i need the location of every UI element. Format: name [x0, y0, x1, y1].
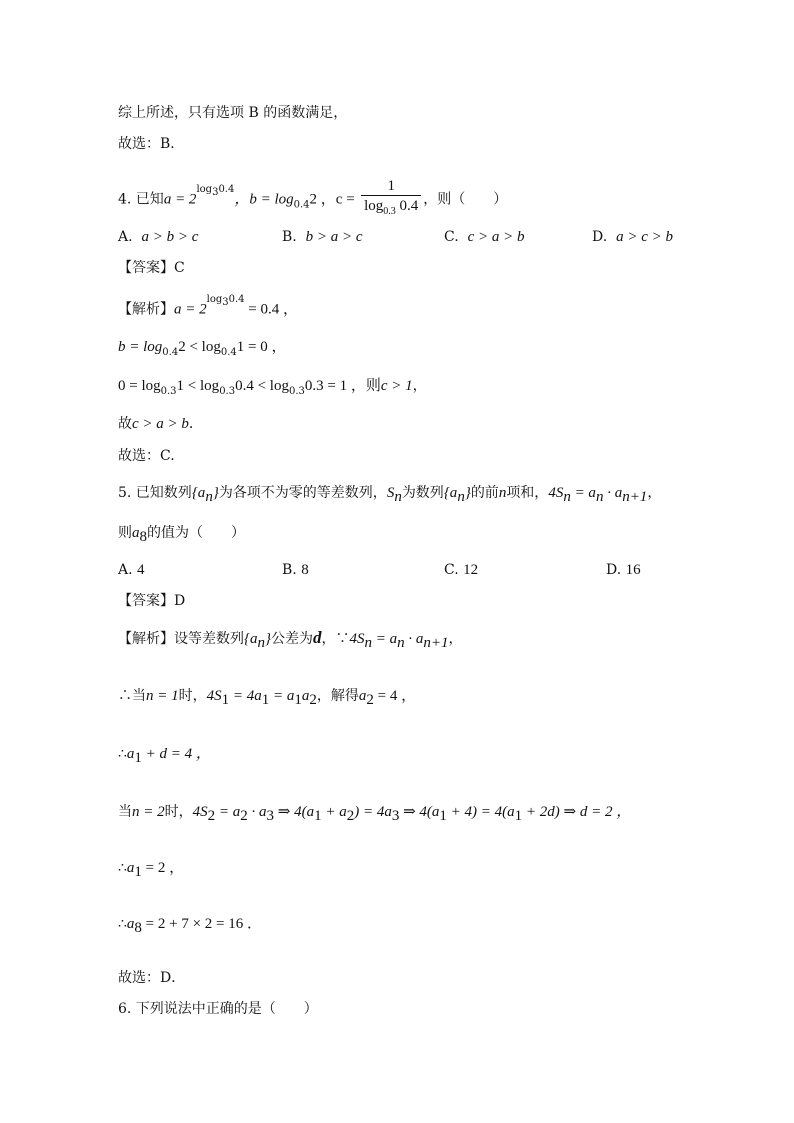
sol4-3-b: 1 < log	[176, 378, 220, 394]
option-text: 4	[137, 562, 145, 578]
q5-line2-b-sub: 8	[139, 528, 147, 545]
q5-e: 为数列	[401, 485, 444, 501]
q5-option-a	[118, 560, 145, 580]
q4-b-tail: 2 ，c =	[309, 191, 355, 208]
sol4-1-exp-sub: 3	[222, 297, 229, 308]
option-label: B.	[282, 562, 297, 578]
sol4-3-c: 0.4 < log	[235, 378, 289, 394]
option-label: A.	[118, 562, 133, 578]
sol5-4-i-sub: 3	[391, 807, 400, 824]
sol4-3-sub1: 0.3	[160, 385, 177, 397]
sol5-1-g: = a	[372, 631, 398, 647]
q4-solution-choice: 故选：C.	[118, 448, 175, 464]
question-6: 6. 下列说法中正确的是（ ）	[118, 1001, 318, 1017]
sol4-2-mid: 2 < log	[178, 339, 221, 355]
sol5-1-f: 4S	[349, 631, 365, 647]
q4-solution-1	[118, 296, 298, 320]
sol4-1-tail: = 0.4 ，	[244, 301, 298, 318]
q4-option-a	[118, 227, 198, 247]
sol5-4-j: ⇒ 4(a	[399, 804, 440, 820]
q4-solution-3	[118, 376, 427, 402]
sol5-4-k: + 4) = 4(a	[446, 804, 515, 820]
sol5-4-j-sub: 1	[439, 807, 447, 824]
q5-line2-a: 则	[118, 525, 132, 541]
q4-a-exp: log	[196, 183, 213, 195]
sol5-3-b-sub: 1	[134, 749, 142, 766]
sol5-2-f: = a	[269, 688, 295, 704]
sol4-3-sub2: 0.3	[219, 385, 236, 397]
sol5-2-i: a	[358, 688, 367, 704]
q5-line2-c: 的值为（ ）	[147, 525, 245, 541]
sol5-2-h: ，解得	[316, 688, 359, 704]
q5-line2-b: a	[132, 525, 140, 541]
q5-b-tail: }	[212, 485, 219, 501]
sol5-1-d: d	[313, 628, 322, 647]
sol4-3-e: c > 1	[380, 378, 413, 394]
sol5-6-c: = 2 + 7 × 2 = 16 ．	[141, 916, 263, 932]
sol5-6-b: a	[126, 916, 135, 932]
q5-g: 的前	[470, 485, 499, 501]
sol5-1-h: · a	[404, 631, 424, 647]
sol5-4-i: ) = 4a	[354, 804, 392, 820]
sol5-2-c: 时，	[178, 688, 207, 704]
q5-l: · a	[603, 485, 623, 501]
q5-k-sub: n	[595, 488, 604, 505]
question-5-line-2	[118, 523, 245, 547]
q5-solution-5	[118, 858, 184, 882]
question-4	[118, 177, 507, 222]
sol5-4-e-sub: 2	[240, 807, 248, 824]
sol5-2-d-sub: 1	[221, 691, 230, 708]
sol5-1-c: 公差为	[271, 631, 313, 647]
q5-option-d	[606, 560, 641, 580]
sol5-1-a: 【解析】设等差数列	[118, 631, 244, 647]
sol5-2-b: n = 1	[146, 688, 179, 704]
sol5-3-c: + d = 4 ，	[141, 746, 211, 762]
sol5-4-k-sub: 1	[514, 807, 523, 824]
q4-solution-2	[118, 337, 286, 363]
sol4-4-a: 故	[118, 416, 132, 432]
q5-solution-4	[118, 802, 631, 826]
sol5-5-b-sub: 1	[134, 863, 142, 880]
question-5-line-1	[118, 483, 661, 507]
sol5-6-b-sub: 8	[134, 919, 142, 936]
q5-solution-choice: 故选：D．	[118, 970, 186, 986]
q5-f-sub: n	[457, 488, 465, 505]
sol5-4-d: 4S	[192, 804, 208, 820]
sol5-1-i: ，	[448, 631, 463, 647]
sol5-2-g-sub: 2	[309, 691, 317, 708]
summary-line: 综上所述，只有选项 B 的函数满足，	[118, 105, 348, 121]
sol5-2-f-sub: 1	[294, 691, 302, 708]
sol5-2-e-sub: 1	[261, 691, 270, 708]
sol5-4-g: ⇒ 4(a	[274, 804, 315, 820]
q5-option-b	[282, 560, 309, 580]
sol4-1-expr: a = 2	[174, 301, 207, 318]
q4-a-exp-sub: 3	[212, 186, 219, 198]
q4-b-sub: 0.4	[293, 199, 310, 211]
sol5-5-a: ∴	[118, 860, 127, 876]
sol4-3-a: 0 = log	[118, 378, 161, 394]
option-text: a > c > b	[616, 229, 673, 245]
q5-j-sub: n	[563, 488, 571, 505]
q5-i: 项和，	[506, 485, 549, 501]
sol4-2-tail: 1 = 0 ，	[236, 339, 287, 355]
sol5-2-g: a	[301, 688, 310, 704]
option-text: 12	[463, 562, 479, 578]
sol5-1-b-tail: }	[265, 631, 271, 647]
sol5-1-b-sub: n	[257, 634, 265, 651]
q4-a-exp-tail: 0.4	[218, 183, 235, 195]
q5-solution-2	[118, 686, 416, 710]
q4-c-fraction	[361, 177, 421, 222]
sol5-2-e: = 4a	[229, 688, 262, 704]
q5-c: 为各项不为零的等差数列，	[218, 485, 387, 501]
q4-c-numerator: 1	[361, 177, 421, 196]
sol5-1-g-sub: n	[397, 634, 405, 651]
option-text: b > a > c	[305, 229, 363, 245]
q4-c-denominator	[361, 196, 421, 222]
sol5-4-c: 时，	[164, 804, 193, 820]
sol5-1-b: {a	[244, 631, 258, 647]
answer-choice-line: 故选：B．	[118, 136, 185, 152]
q4-c-den-log: log	[364, 198, 384, 214]
sol5-4-l: + 2d) ⇒ d = 2 ，	[522, 804, 632, 820]
q5-m: ，	[647, 485, 662, 501]
sol4-1-exp: log	[206, 294, 223, 305]
sol4-1-exp-tail: 0.4	[228, 294, 245, 305]
q4-b: ，b = log	[234, 191, 294, 208]
q4-a: a = 2	[163, 191, 197, 208]
q5-b-sub: n	[205, 488, 213, 505]
sol4-2-sub2: 0.4	[220, 346, 237, 358]
q4-c-den-sub: 0.3	[383, 206, 396, 217]
q5-f-tail: }	[464, 485, 471, 501]
option-label: B.	[282, 229, 297, 245]
option-text: a > b > c	[141, 229, 199, 245]
q5-l-sub: n+1	[622, 488, 648, 505]
option-label: D.	[606, 562, 622, 578]
sol5-4-g-sub: 1	[314, 807, 322, 824]
q4-prefix: 4. 已知	[118, 191, 164, 208]
q5-f: {a	[443, 485, 458, 501]
q5-d-sub: n	[394, 488, 402, 505]
sol5-2-i-sub: 2	[366, 691, 374, 708]
sol5-3-b: a	[126, 746, 135, 762]
q5-h: n	[498, 485, 507, 501]
q4-tail: ，则（ ）	[423, 191, 508, 208]
option-label: D.	[592, 229, 608, 245]
sol4-3-d: 0.3 = 1 ，则	[304, 378, 381, 394]
sol5-2-j: = 4 ，	[373, 688, 417, 704]
q4-option-b	[282, 227, 363, 247]
option-label: C.	[444, 562, 459, 578]
sol5-2-a: ∴当	[118, 688, 146, 704]
sol5-5-c: = 2 ，	[141, 860, 185, 876]
sol5-3-a: ∴	[118, 746, 127, 762]
sol4-2-a: b = log	[118, 339, 163, 355]
q4-answer: 【答案】C	[118, 260, 185, 276]
q5-option-c	[444, 560, 478, 580]
q5-k: = a	[570, 485, 596, 501]
sol5-4-d-sub: 2	[207, 807, 216, 824]
q5-solution-3	[118, 744, 211, 768]
sol5-4-f: · a	[247, 804, 267, 820]
q5-d: S	[386, 485, 395, 501]
option-text: c > a > b	[467, 229, 525, 245]
option-text: 8	[301, 562, 309, 578]
sol5-4-b: n = 2	[132, 804, 165, 820]
sol5-6-a: ∴	[118, 916, 127, 932]
solution-label: 【解析】	[118, 301, 174, 318]
q4-solution-4	[118, 414, 203, 434]
option-text: 16	[625, 562, 641, 578]
q5-b: {a	[191, 485, 206, 501]
sol5-5-b: a	[126, 860, 135, 876]
sol5-1-h-sub: n+1	[423, 634, 449, 651]
q5-answer: 【答案】D	[118, 593, 186, 609]
q4-option-c	[444, 227, 524, 247]
option-label: C.	[444, 229, 459, 245]
sol5-4-h: + a	[321, 804, 347, 820]
sol4-3-sub3: 0.3	[288, 385, 305, 397]
sol5-2-d: 4S	[206, 688, 222, 704]
sol4-4-c: ．	[188, 416, 203, 432]
q5-a: 5. 已知数列	[118, 485, 192, 501]
q4-option-d	[592, 227, 673, 247]
sol5-4-h-sub: 2	[346, 807, 355, 824]
sol5-1-f-sub: n	[364, 634, 372, 651]
sol5-4-a: 当	[118, 804, 132, 820]
sol4-3-f: ，	[412, 378, 427, 394]
sol4-2-sub1: 0.4	[162, 346, 179, 358]
q5-solution-6	[118, 914, 262, 938]
sol4-4-b: c > a > b	[132, 416, 189, 432]
option-label: A.	[118, 229, 133, 245]
q5-solution-1	[118, 628, 463, 653]
sol5-1-e: ，∵	[321, 631, 350, 647]
q5-j: 4S	[548, 485, 564, 501]
sol5-4-e: = a	[215, 804, 241, 820]
q4-c-den-tail: 0.4	[399, 198, 419, 214]
sol5-4-f-sub: 3	[266, 807, 274, 824]
